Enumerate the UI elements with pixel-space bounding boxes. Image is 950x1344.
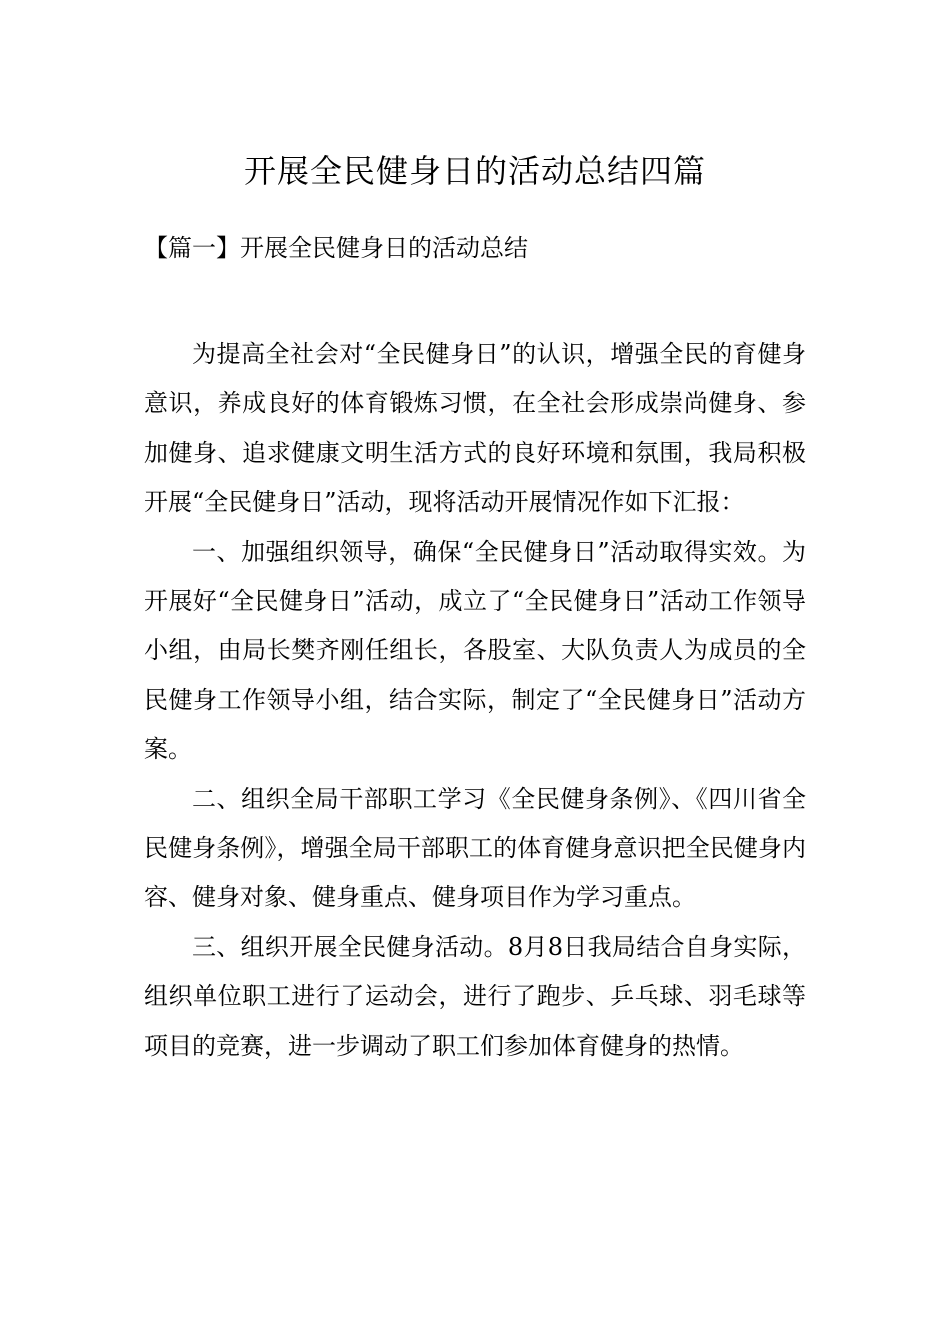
document-body [144, 330, 806, 1071]
paragraph-activities: 三、组织开展全民健身活动。8月8日我局结合自身实际，组织单位职工进行了运动会，进行了跑步、乒乓球、羽毛球等项目的竞赛，进一步调动了职工们参加体育健身的热情。 [144, 932, 806, 1060]
document-title: 开展全民健身日的活动总结四篇 [243, 152, 706, 191]
paragraph-study: 二、组织全局干部职工学习《全民健身条例》、《四川省全民健身条例》，增强全局干部职工的体育健身意识把全民健身内容、健身对象、健身重点、健身项目作为学习重点。 [144, 784, 806, 912]
paragraph-organization: 一、加强组织领导，确保“全民健身日”活动取得实效。为开展好“全民健身日”活动，成立了“全民健身日”活动工作领导小组，由局长樊齐刚任组长，各股室、大队负责人为成员的全民健身工作领导小组，结合实际，制定了“全民健身日”活动方案。 [144, 537, 806, 764]
section-heading: 【篇一】开展全民健身日的活动总结 [144, 234, 528, 262]
paragraph-intro: 为提高全社会对“全民健身日”的认识，增强全民的育健身意识，养成良好的体育锻炼习惯，在全社会形成崇尚健身、参加健身、追求健康文明生活方式的良好环境和氛围，我局积极开展“全民健身日”活动，现将活动开展情况作如下汇报： [144, 340, 806, 517]
